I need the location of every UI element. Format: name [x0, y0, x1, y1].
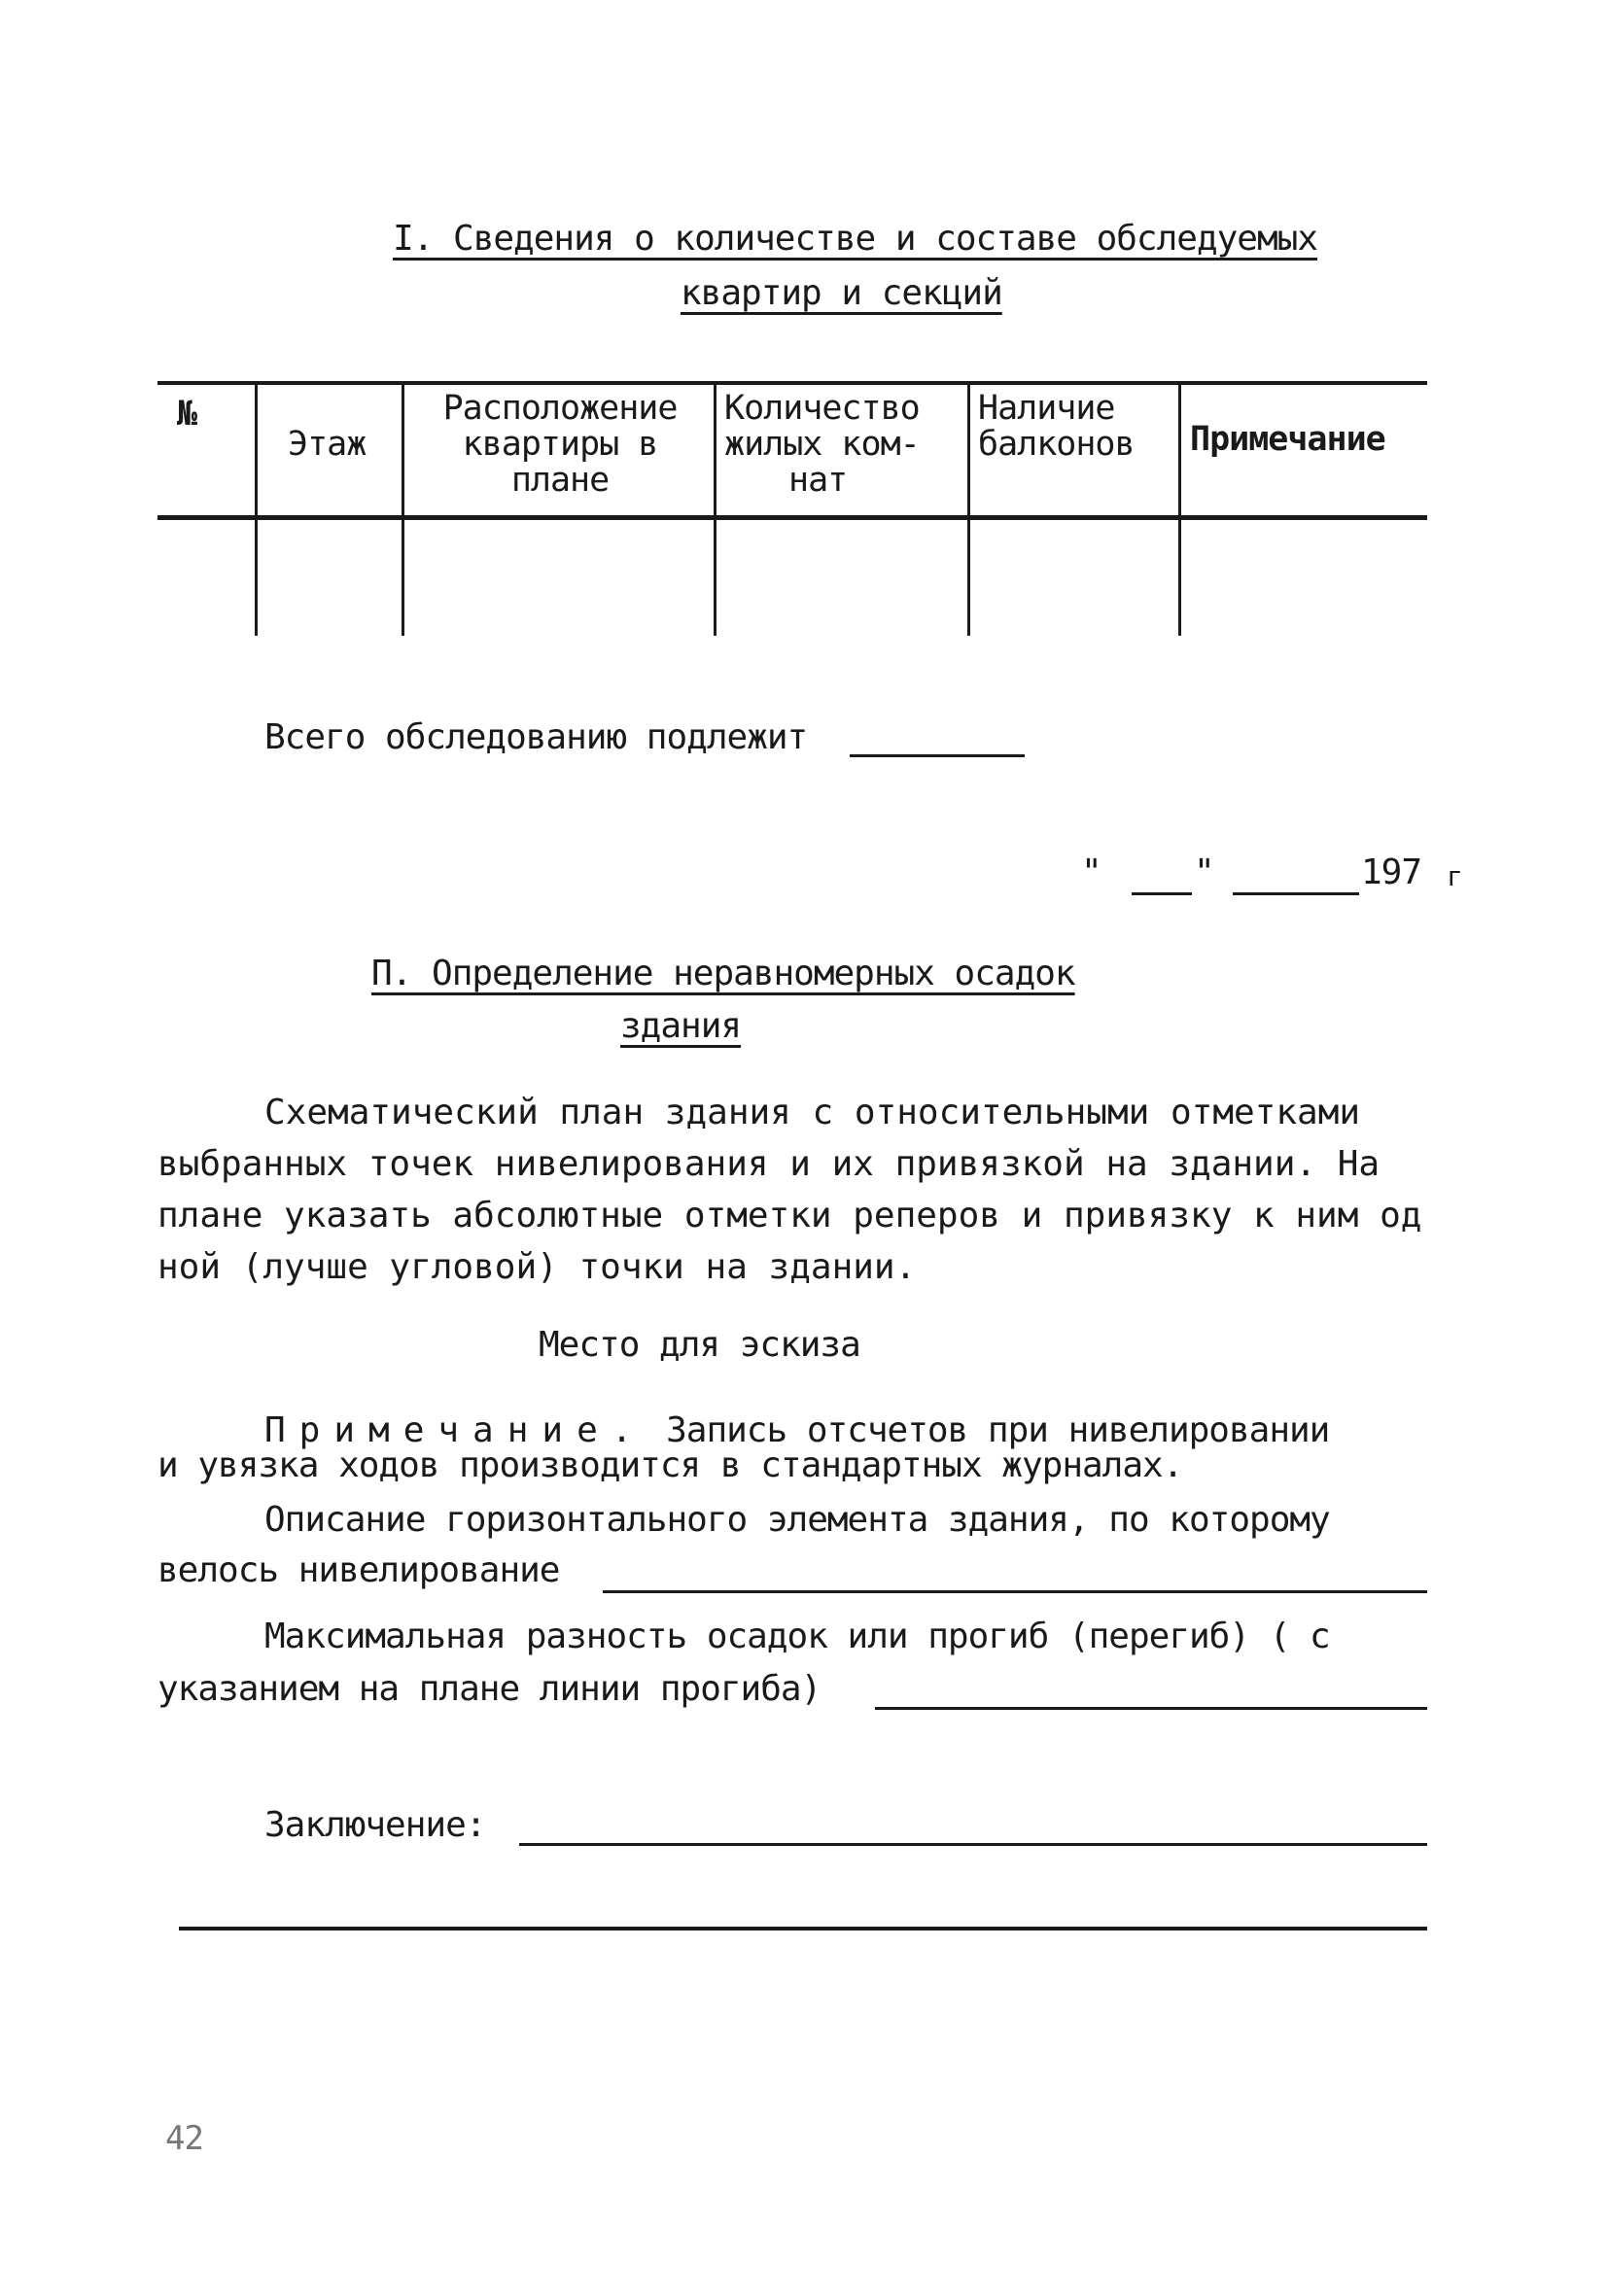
table-col-divider [402, 383, 404, 636]
section2-title-line2: здания [620, 1006, 742, 1046]
date-open-quote: " [1081, 852, 1101, 892]
conclusion-blank [519, 1843, 1427, 1846]
table-col-divider [255, 383, 258, 636]
table-col-divider [967, 383, 970, 636]
table-top-rule [157, 381, 1427, 385]
table-header-rule [157, 515, 1427, 520]
max-diff-blank [875, 1707, 1427, 1710]
header-location-line: Расположение [442, 389, 678, 428]
date-close-quote: " [1194, 852, 1214, 892]
conclusion-blank-line2 [179, 1927, 1427, 1931]
header-floor: Этаж [288, 425, 367, 464]
max-diff-line2: указанием на плане линии прогиба) [157, 1669, 821, 1709]
conclusion-label: Заключение: [264, 1805, 486, 1845]
section1-title-line1: I. Сведения о количестве и составе обследуемых [393, 219, 1317, 259]
paragraph-line: выбранных точек нивелирования и их привязкой на здании. На [157, 1144, 1381, 1184]
header-rooms-line: нат [788, 461, 848, 500]
description-line2: велось нивелирование [157, 1550, 560, 1590]
section1-title-line2: квартир и секций [681, 273, 1002, 313]
header-balconies-line: Наличие [978, 389, 1115, 428]
header-rooms-line: жилых ком- [724, 425, 920, 464]
header-location [406, 391, 714, 499]
date-month-blank [1233, 892, 1359, 895]
total-label: Всего обследованию подлежит [264, 717, 808, 757]
header-balconies [978, 391, 1135, 463]
note-line2: и увязка ходов производится в стандартных журналах. [157, 1445, 1183, 1485]
date-year-suffix: г [1447, 860, 1462, 892]
header-number: № [177, 395, 197, 434]
header-note: Примечание [1190, 420, 1385, 459]
header-rooms-line: Количество [724, 389, 920, 428]
note-label: Примечание. [264, 1410, 647, 1450]
table-col-divider [714, 383, 717, 636]
header-location-line: плане [510, 461, 610, 500]
sketch-placeholder-label: Место для эскиза [539, 1325, 860, 1365]
table-col-divider [1178, 383, 1181, 636]
max-diff-line1: Максимальная разность осадок или прогиб (перегиб) ( с [264, 1617, 1330, 1656]
header-location-line: квартиры в [462, 425, 658, 464]
paragraph-line: плане указать абсолютные отметки реперов и привязку к ним од [157, 1196, 1422, 1235]
date-day-blank [1132, 892, 1192, 895]
description-line1: Описание горизонтального элемента здания, по которому [264, 1500, 1330, 1540]
section2-title-line1: П. Определение неравномерных осадок [371, 954, 1075, 993]
plan-instructions [157, 1087, 1427, 1293]
paragraph-line: Схематический план здания с относительными отметками [264, 1093, 1361, 1132]
header-balconies-line: балконов [978, 425, 1135, 464]
header-rooms [724, 391, 963, 499]
note-text: Запись отсчетов при нивелировании [666, 1410, 1330, 1450]
paragraph-line: ной (лучше угловой) точки на здании. [157, 1247, 917, 1287]
date-year: 197 [1361, 852, 1422, 892]
page-number: 42 [165, 2119, 203, 2158]
description-blank [603, 1590, 1427, 1593]
total-blank [850, 754, 1025, 757]
